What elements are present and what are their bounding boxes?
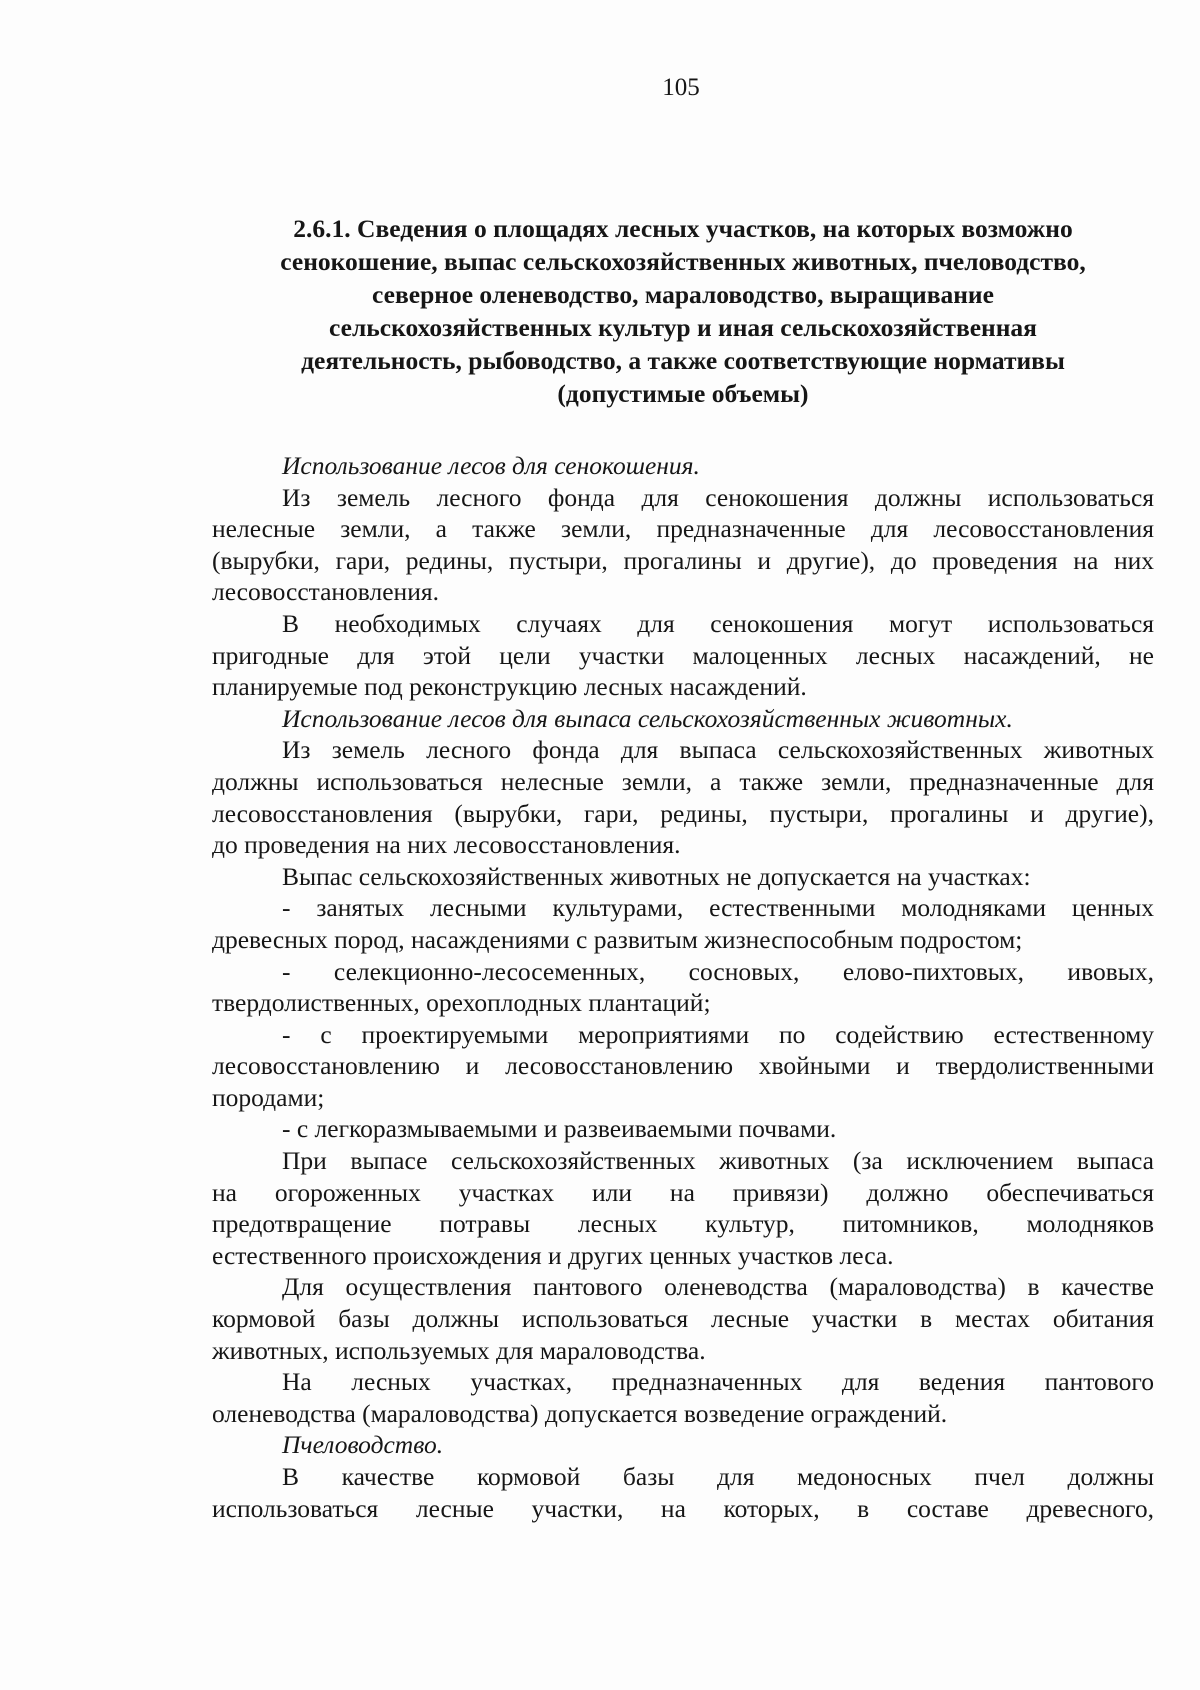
text-line: В качестве кормовой базы для медоносных пчел должны	[282, 1462, 1154, 1491]
text-line: на огороженных участках или на привязи) должно обеспечиваться	[212, 1177, 1154, 1207]
list-item-line: - с легкоразмываемыми и развеиваемыми почвами.	[282, 1114, 837, 1144]
text-line: оленеводства (мараловодства) допускается возведение ограждений.	[212, 1398, 948, 1428]
text-line: Из земель лесного фонда для сенокошения должны использоваться	[282, 482, 1154, 512]
page-number: 105	[662, 74, 700, 101]
text-line: (вырубки, гари, редины, пустыри, прогалины и другие), до проведения на них	[212, 545, 1154, 575]
text-line: Из земель лесного фонда для выпаса сельскохозяйственных животных	[282, 735, 1154, 765]
text-line: использоваться лесные участки, на которых, в составе древесного,	[212, 1493, 1154, 1523]
list-item-line: - занятых лесными культурами, естественными молодняками ценных	[282, 893, 1154, 923]
list-item-line: - с проектируемыми мероприятиями по содействию естественному	[282, 1019, 1154, 1049]
text-line: животных, используемых для мараловодства.	[212, 1335, 706, 1365]
body-text	[212, 450, 1154, 1524]
list-item-line: породами;	[212, 1082, 325, 1112]
text-line: В необходимых случаях для сенокошения могут использоваться	[282, 608, 1154, 638]
title-line: (допустимые объемы)	[557, 379, 809, 408]
text-line: нелесные земли, а также земли, предназначенные для лесовосстановления	[212, 514, 1154, 544]
list-item-line: твердолиственных, орехоплодных плантаций;	[212, 988, 711, 1018]
title-line: сенокошение, выпас сельскохозяйственных животных, пчеловодство,	[280, 247, 1086, 276]
text-line: кормовой базы должны использоваться лесные участки в местах обитания	[212, 1304, 1154, 1334]
subheading-grazing: Использование лесов для выпаса сельскохозяйственных животных.	[282, 703, 1013, 733]
text-line: естественного происхождения и других ценных участков леса.	[212, 1240, 894, 1270]
list-item-line: лесовосстановлению и лесовосстановлению хвойными и твердолиственными	[212, 1051, 1154, 1081]
subheading-beekeeping: Пчеловодство.	[282, 1430, 444, 1460]
text-line: лесовосстановления (вырубки, гари, редины, пустыри, прогалины и другие),	[212, 798, 1154, 828]
text-line: На лесных участках, предназначенных для ведения пантового	[282, 1367, 1154, 1397]
text-line: Для осуществления пантового оленеводства (мараловодства) в качестве	[282, 1272, 1154, 1302]
subheading-haymaking: Использование лесов для сенокошения.	[282, 451, 700, 480]
section-title	[212, 212, 1154, 410]
text-line: лесовосстановления.	[212, 577, 439, 607]
title-line: деятельность, рыбоводство, а также соответствующие нормативы	[301, 346, 1065, 375]
text-line: При выпасе сельскохозяйственных животных (за исключением выпаса	[282, 1146, 1154, 1176]
text-line: до проведения на них лесовосстановления.	[212, 830, 681, 860]
text-line: должны использоваться нелесные земли, а также земли, предназначенные для	[212, 766, 1154, 796]
title-line: сельскохозяйственных культур и иная сельскохозяйственная	[329, 313, 1037, 342]
title-line: 2.6.1. Сведения о площадях лесных участков, на которых возможно	[293, 214, 1073, 243]
text-line: пригодные для этой цели участки малоценных лесных насаждений, не	[212, 640, 1154, 670]
list-item-line: - селекционно-лесосеменных, сосновых, елово-пихтовых, ивовых,	[282, 956, 1154, 986]
text-line: Выпас сельскохозяйственных животных не допускается на участках:	[282, 861, 1031, 891]
text-line: предотвращение потравы лесных культур, питомников, молодняков	[212, 1209, 1154, 1239]
text-line: планируемые под реконструкцию лесных насаждений.	[212, 672, 807, 702]
title-line: северное оленеводство, мараловодство, выращивание	[372, 280, 994, 309]
list-item-line: древесных пород, насаждениями с развитым жизнеспособным подростом;	[212, 924, 1023, 954]
